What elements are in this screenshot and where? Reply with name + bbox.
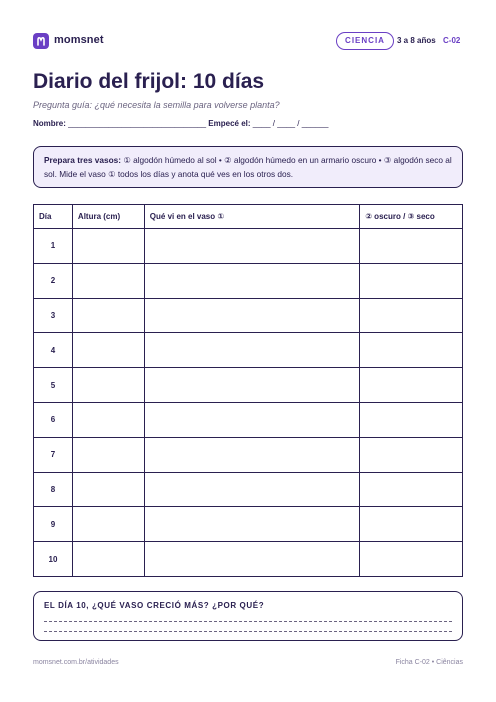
table-row xyxy=(34,333,463,368)
observation-cell[interactable] xyxy=(144,507,359,542)
table-row xyxy=(34,507,463,542)
instructions-text: ① algodón húmedo al sol • ② algodón húmedo en un armario oscuro • ③ algodón seco al sol. Mide el vaso ① todos los días y anota qué ves en los otros dos. xyxy=(44,155,452,179)
answer-line[interactable] xyxy=(44,621,452,622)
height-cell[interactable] xyxy=(72,507,144,542)
start-date-label: Empecé el: xyxy=(208,119,251,128)
guide-question: Pregunta guía: ¿qué necesita la semilla para volverse planta? xyxy=(33,100,280,110)
page-title: Diario del frijol: 10 días xyxy=(33,70,265,93)
table-row xyxy=(34,298,463,333)
table-row xyxy=(34,472,463,507)
observation-cell[interactable] xyxy=(144,542,359,577)
height-cell[interactable] xyxy=(72,368,144,403)
other-cups-cell[interactable] xyxy=(360,507,463,542)
footer-url: momsnet.com.br/atividades xyxy=(33,659,119,666)
table-header-row xyxy=(34,205,463,229)
table-row xyxy=(34,402,463,437)
observation-cell[interactable] xyxy=(144,229,359,264)
observation-cell[interactable] xyxy=(144,333,359,368)
footer-sheet-info: Ficha C-02 • Ciências xyxy=(395,659,463,666)
table-row xyxy=(34,437,463,472)
day-cell: 2 xyxy=(34,263,73,298)
height-cell[interactable] xyxy=(72,263,144,298)
day-cell: 3 xyxy=(34,298,73,333)
day-cell: 8 xyxy=(34,472,73,507)
growth-log-table xyxy=(33,204,463,577)
other-cups-cell[interactable] xyxy=(360,263,463,298)
height-cell[interactable] xyxy=(72,229,144,264)
name-label: Nombre: xyxy=(33,119,66,128)
category-badge: CIENCIA xyxy=(336,32,394,50)
name-date-fields xyxy=(33,119,328,128)
reflection-question: EL DÍA 10, ¿QUÉ VASO CRECIÓ MÁS? ¿POR QUÉ? xyxy=(44,601,265,610)
column-header-observation: Qué vi en el vaso ① xyxy=(144,205,359,229)
other-cups-cell[interactable] xyxy=(360,368,463,403)
column-header-other-cups: ② oscuro / ③ seco xyxy=(360,205,463,229)
height-cell[interactable] xyxy=(72,402,144,437)
observation-cell[interactable] xyxy=(144,368,359,403)
other-cups-cell[interactable] xyxy=(360,333,463,368)
momsnet-logo-icon xyxy=(33,33,49,49)
height-cell[interactable] xyxy=(72,437,144,472)
table-row xyxy=(34,263,463,298)
height-cell[interactable] xyxy=(72,472,144,507)
day-cell: 10 xyxy=(34,542,73,577)
answer-line[interactable] xyxy=(44,631,452,632)
other-cups-cell[interactable] xyxy=(360,402,463,437)
table-row xyxy=(34,229,463,264)
day-cell: 6 xyxy=(34,402,73,437)
column-header-day: Día xyxy=(34,205,73,229)
observation-cell[interactable] xyxy=(144,298,359,333)
day-cell: 7 xyxy=(34,437,73,472)
reflection-question-box xyxy=(33,591,463,641)
sheet-code: C-02 xyxy=(443,36,461,45)
instructions-box xyxy=(33,146,463,188)
brand-name: momsnet xyxy=(54,34,104,46)
other-cups-cell[interactable] xyxy=(360,229,463,264)
age-range: 3 a 8 años xyxy=(397,36,436,45)
observation-cell[interactable] xyxy=(144,263,359,298)
page-header xyxy=(33,32,463,50)
height-cell[interactable] xyxy=(72,542,144,577)
observation-cell[interactable] xyxy=(144,437,359,472)
observation-cell[interactable] xyxy=(144,472,359,507)
column-header-height: Altura (cm) xyxy=(72,205,144,229)
other-cups-cell[interactable] xyxy=(360,542,463,577)
table-row xyxy=(34,368,463,403)
day-cell: 9 xyxy=(34,507,73,542)
day-cell: 5 xyxy=(34,368,73,403)
instructions-lead: Prepara tres vasos: xyxy=(44,155,122,165)
table-row xyxy=(34,542,463,577)
height-cell[interactable] xyxy=(72,333,144,368)
date-blank: ____ / ____ / ______ xyxy=(252,119,329,128)
day-cell: 1 xyxy=(34,229,73,264)
other-cups-cell[interactable] xyxy=(360,472,463,507)
observation-cell[interactable] xyxy=(144,402,359,437)
other-cups-cell[interactable] xyxy=(360,437,463,472)
height-cell[interactable] xyxy=(72,298,144,333)
other-cups-cell[interactable] xyxy=(360,298,463,333)
name-blank: _______________________________ xyxy=(68,119,207,128)
day-cell: 4 xyxy=(34,333,73,368)
